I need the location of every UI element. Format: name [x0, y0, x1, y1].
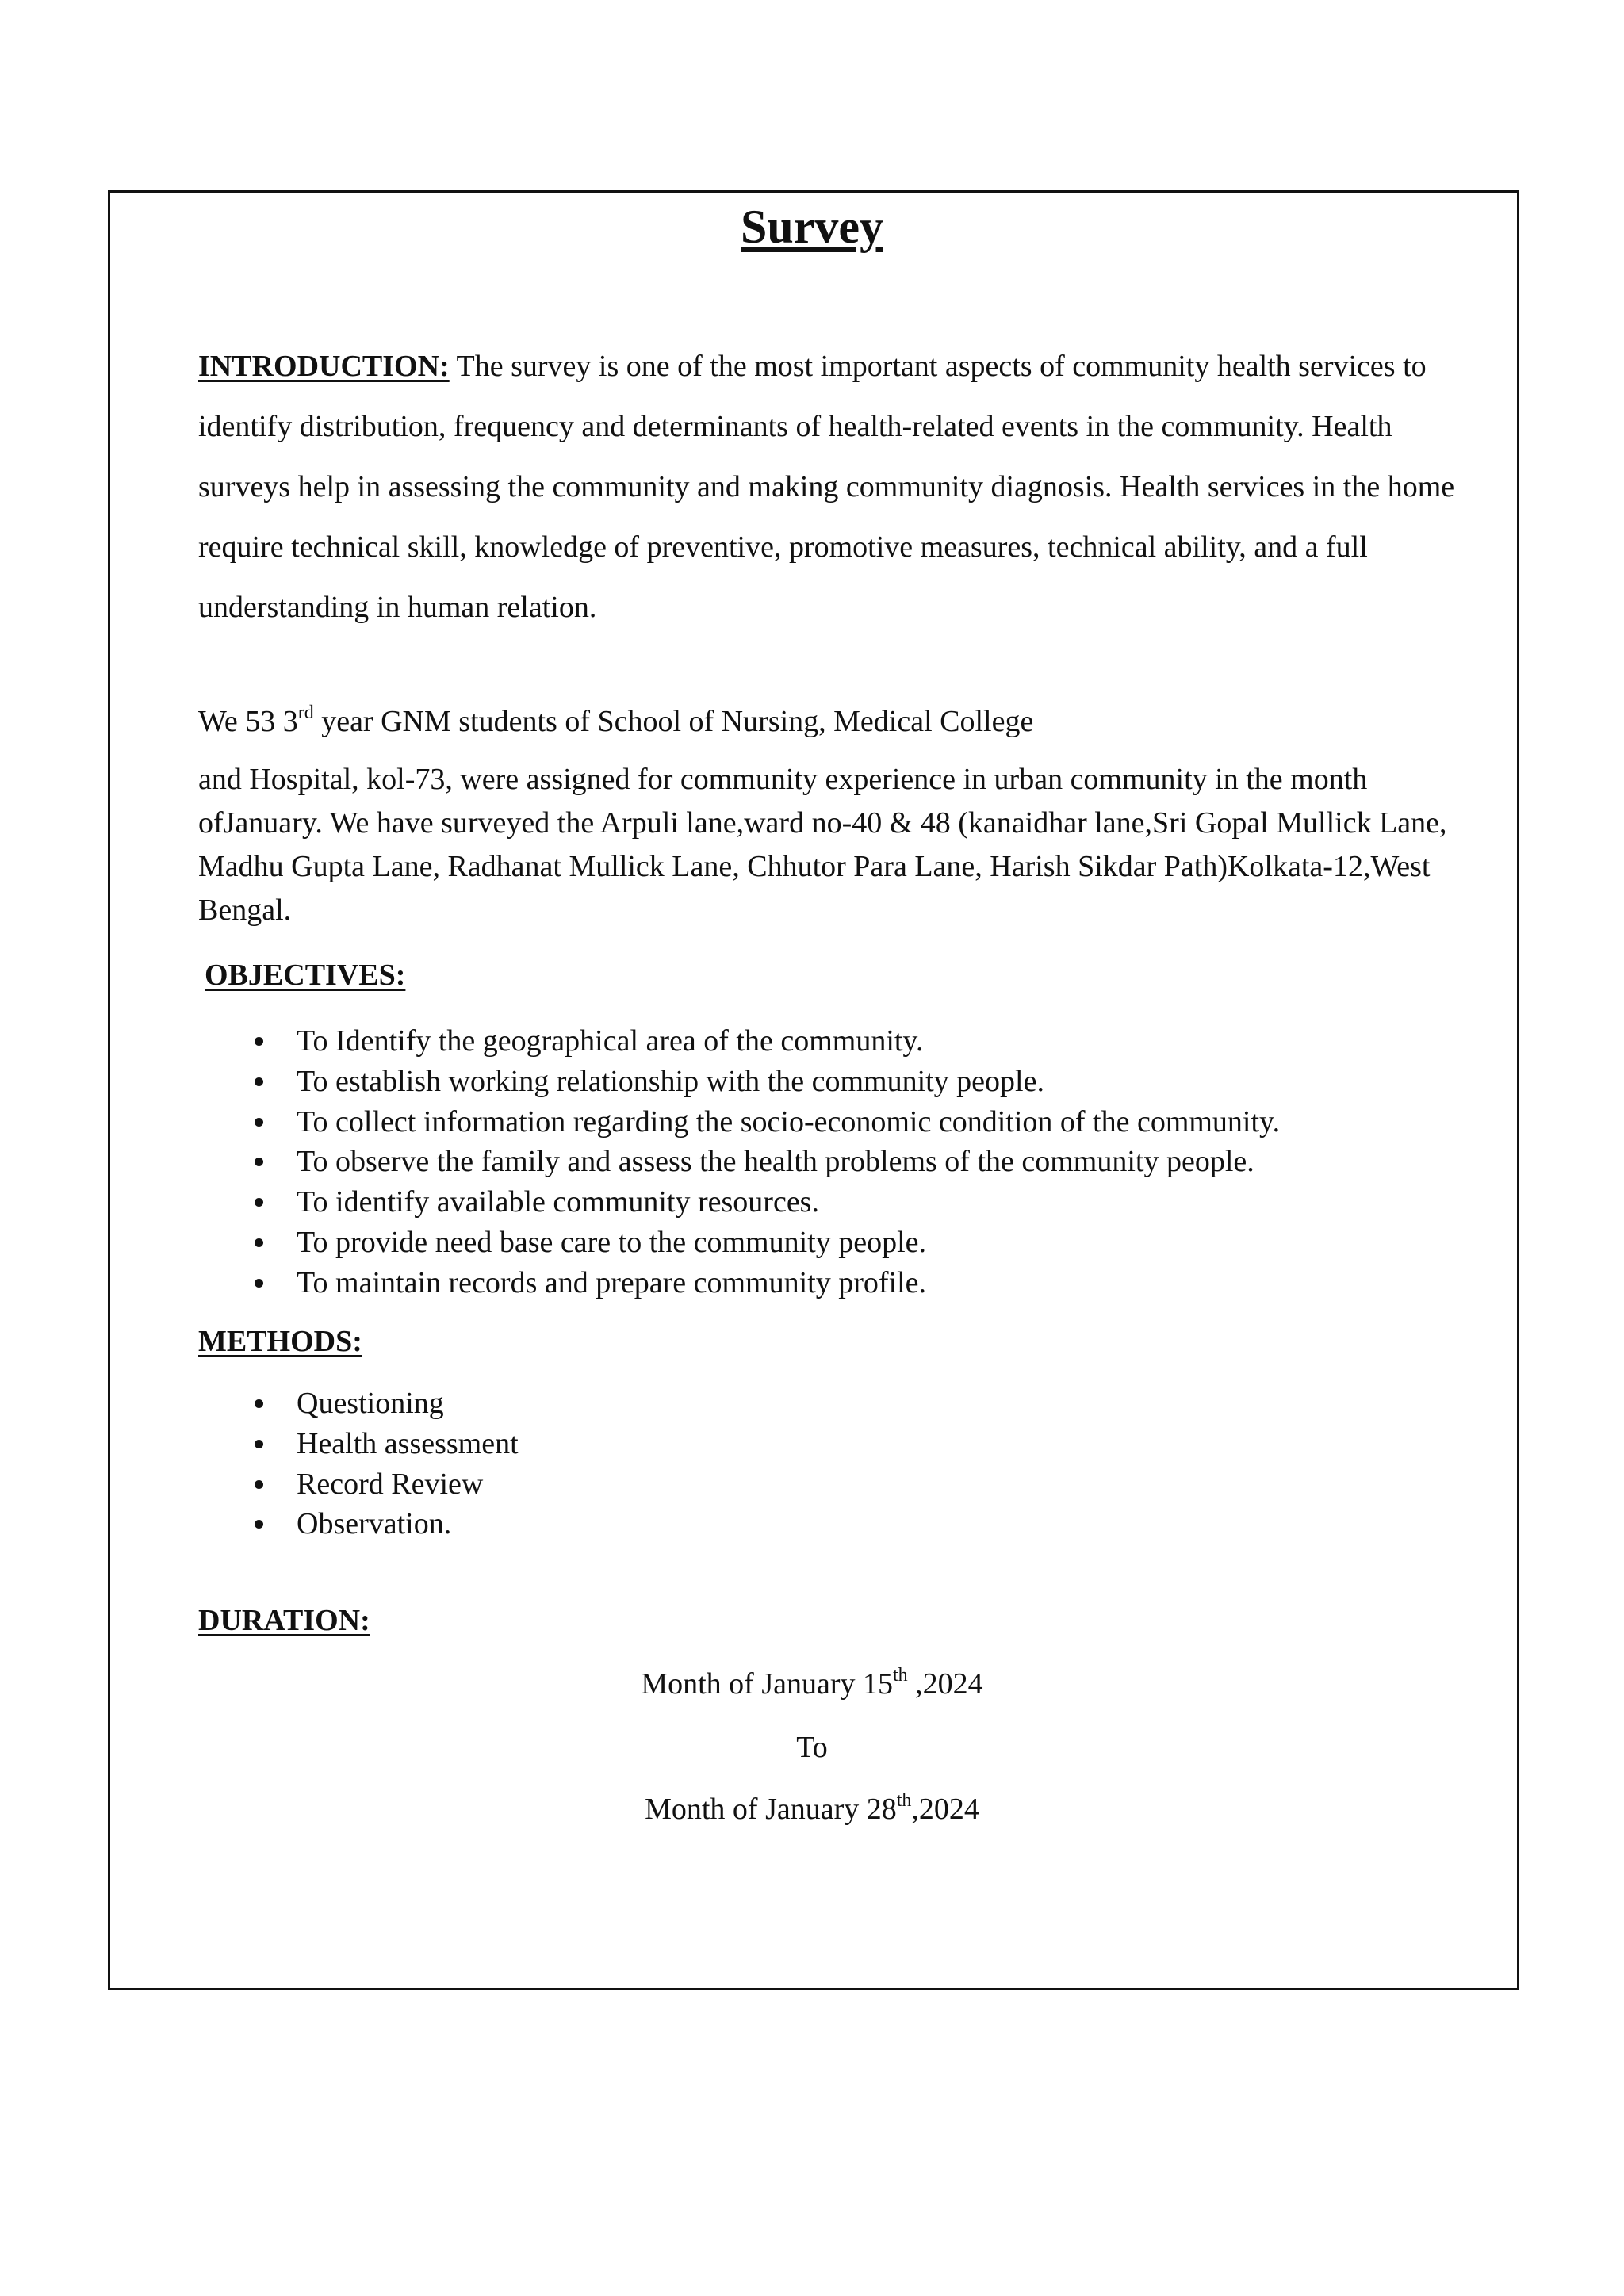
- objectives-list: [198, 1021, 1280, 1303]
- method-item: Questioning: [198, 1383, 519, 1424]
- objective-item: To observe the family and assess the health problems of the community people.: [198, 1142, 1280, 1182]
- methods-heading: METHODS:: [198, 1325, 362, 1358]
- duration-start: [0, 1660, 1624, 1708]
- objective-item: To identify available community resources.: [198, 1182, 1280, 1223]
- objective-item: To provide need base care to the community people.: [198, 1223, 1280, 1263]
- introduction-text: The survey is one of the most important aspects of community health services to identify distribution, frequency and determinants of health-related events in the community. Health surveys help in assessing the community and making community diagnosis. Health services in the home require technical skill, knowledge of preventive, promotive measures, technical ability, and a full understanding in human relation.: [198, 350, 1455, 624]
- duration-heading: DURATION:: [198, 1604, 370, 1637]
- introduction-heading: INTRODUCTION:: [198, 350, 450, 383]
- methods-list: [198, 1383, 519, 1544]
- assignment-lead-suffix: year GNM students of School of Nursing, Medical College: [313, 705, 1034, 738]
- duration-end-prefix: Month of January 28: [645, 1793, 897, 1826]
- duration-start-suffix: ,2024: [907, 1667, 983, 1701]
- duration-to: To: [796, 1731, 828, 1764]
- ordinal-superscript: th: [893, 1665, 908, 1686]
- duration-end-suffix: ,2024: [911, 1793, 979, 1826]
- objective-item: To Identify the geographical area of the community.: [198, 1021, 1280, 1062]
- method-item: Observation.: [198, 1504, 519, 1544]
- duration-end: [0, 1785, 1624, 1833]
- introduction-paragraph: [198, 336, 1459, 637]
- assignment-paragraph: and Hospital, kol-73, were assigned for community experience in urban community in the month ofJanuary. We have surveyed the Arpuli lane,ward no-40 & 48 (kanaidhar lane,Sri Gopal Mullick Lane, Madhu Gupta Lane, Radhanat Mullick Lane, Chhutor Para Lane, Harish Sikdar Path)Kolkata-12,West Bengal.: [198, 763, 1447, 927]
- page-title: Survey: [741, 201, 883, 253]
- ordinal-superscript: rd: [297, 702, 314, 723]
- method-item: Record Review: [198, 1464, 519, 1505]
- objective-item: To establish working relationship with the community people.: [198, 1062, 1280, 1102]
- objective-item: To collect information regarding the socio-economic condition of the community.: [198, 1102, 1280, 1142]
- assignment-lead: [198, 698, 1033, 745]
- method-item: Health assessment: [198, 1424, 519, 1464]
- objectives-heading: OBJECTIVES:: [205, 959, 406, 992]
- assignment-lead-prefix: We 53 3: [198, 705, 298, 738]
- objective-item: To maintain records and prepare community profile.: [198, 1263, 1280, 1303]
- ordinal-superscript: th: [896, 1790, 912, 1811]
- duration-start-prefix: Month of January 15: [641, 1667, 893, 1701]
